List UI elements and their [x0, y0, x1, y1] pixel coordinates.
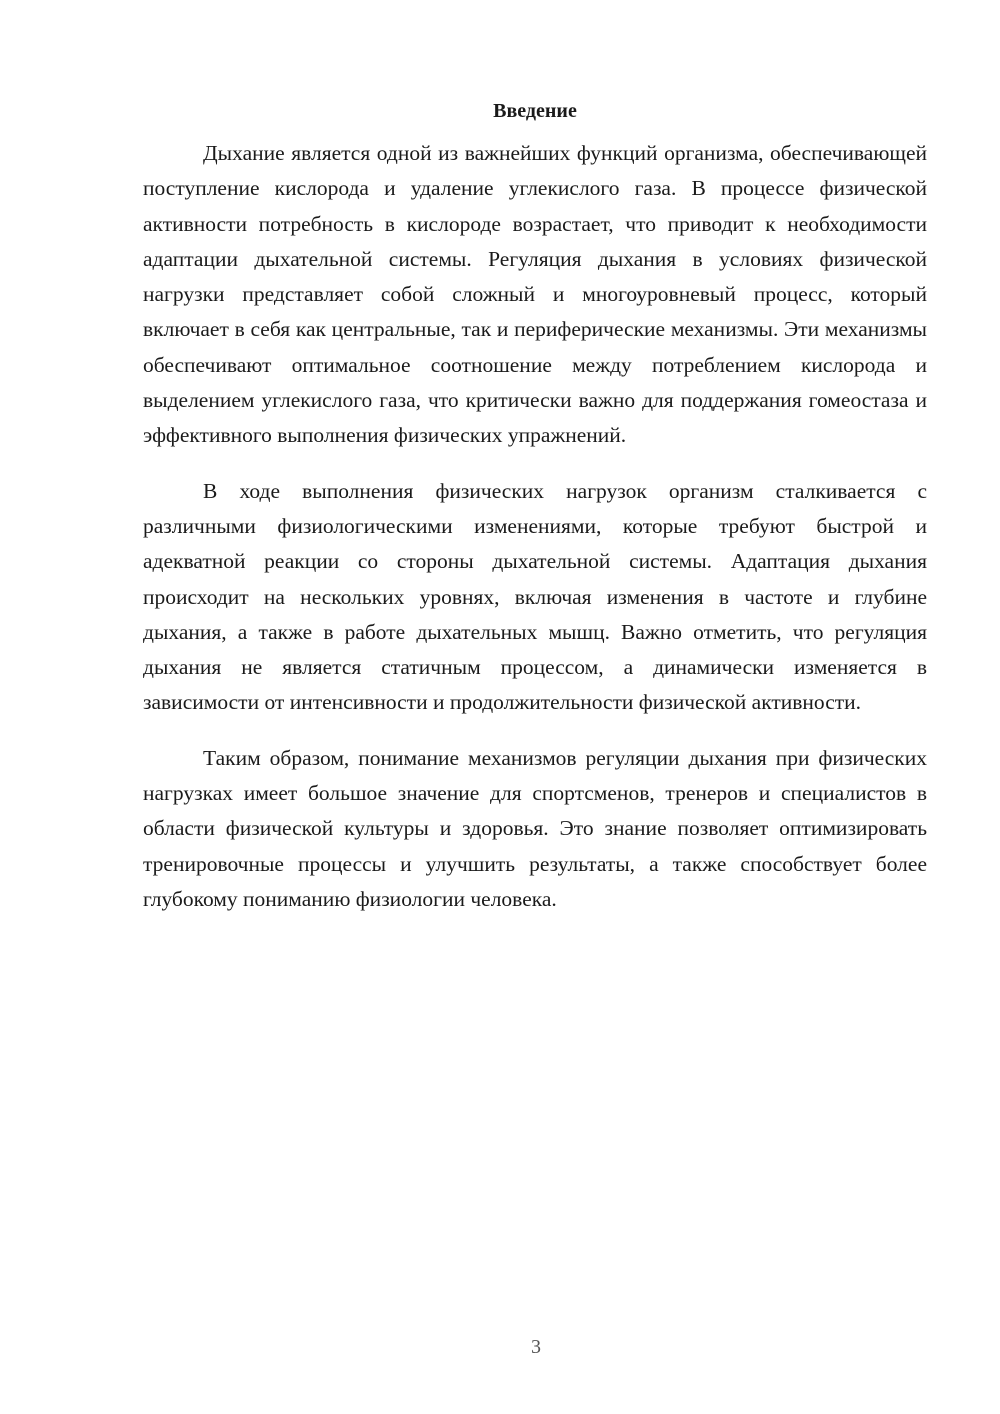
section-heading: Введение: [493, 100, 577, 122]
page-content: [143, 96, 927, 937]
paragraph-3: Таким образом, понимание механизмов регуляции дыхания при физических нагрузках имеет большое значение для спортсменов, тренеров и специалистов в области физической культуры и здоровья. Это знание позволяет оптимизировать тренировочные процессы и улучшить результаты, а также способствует более глубокому пониманию физиологии человека.: [143, 745, 927, 911]
paragraph-2: В ходе выполнения физических нагрузок организм сталкивается с различными физиологическими изменениями, которые требуют быстрой и адекватной реакции со стороны дыхательной системы. Адаптация дыхания происходит на нескольких уровнях, включая изменения в частоте и глубине дыхания, а также в работе дыхательных мышц. Важно отметить, что регуляция дыхания не является статичным процессом, а динамически изменяется в зависимости от интенсивности и продолжительности физической активности.: [143, 478, 927, 715]
paragraph-1: Дыхание является одной из важнейших функций организма, обеспечивающей поступление кислорода и удаление углекислого газа. В процессе физической активности потребность в кислороде возрастает, что приводит к необходимости адаптации дыхательной системы. Регуляция дыхания в условиях физической нагрузки представляет собой сложный и многоуровневый процесс, который включает в себя как центральные, так и периферические механизмы. Эти механизмы обеспечивают оптимальное соотношение между потреблением кислорода и выделением углекислого газа, что критически важно для поддержания гомеостаза и эффективного выполнения физических упражнений.: [143, 141, 927, 448]
page-number: 3: [531, 1336, 541, 1358]
